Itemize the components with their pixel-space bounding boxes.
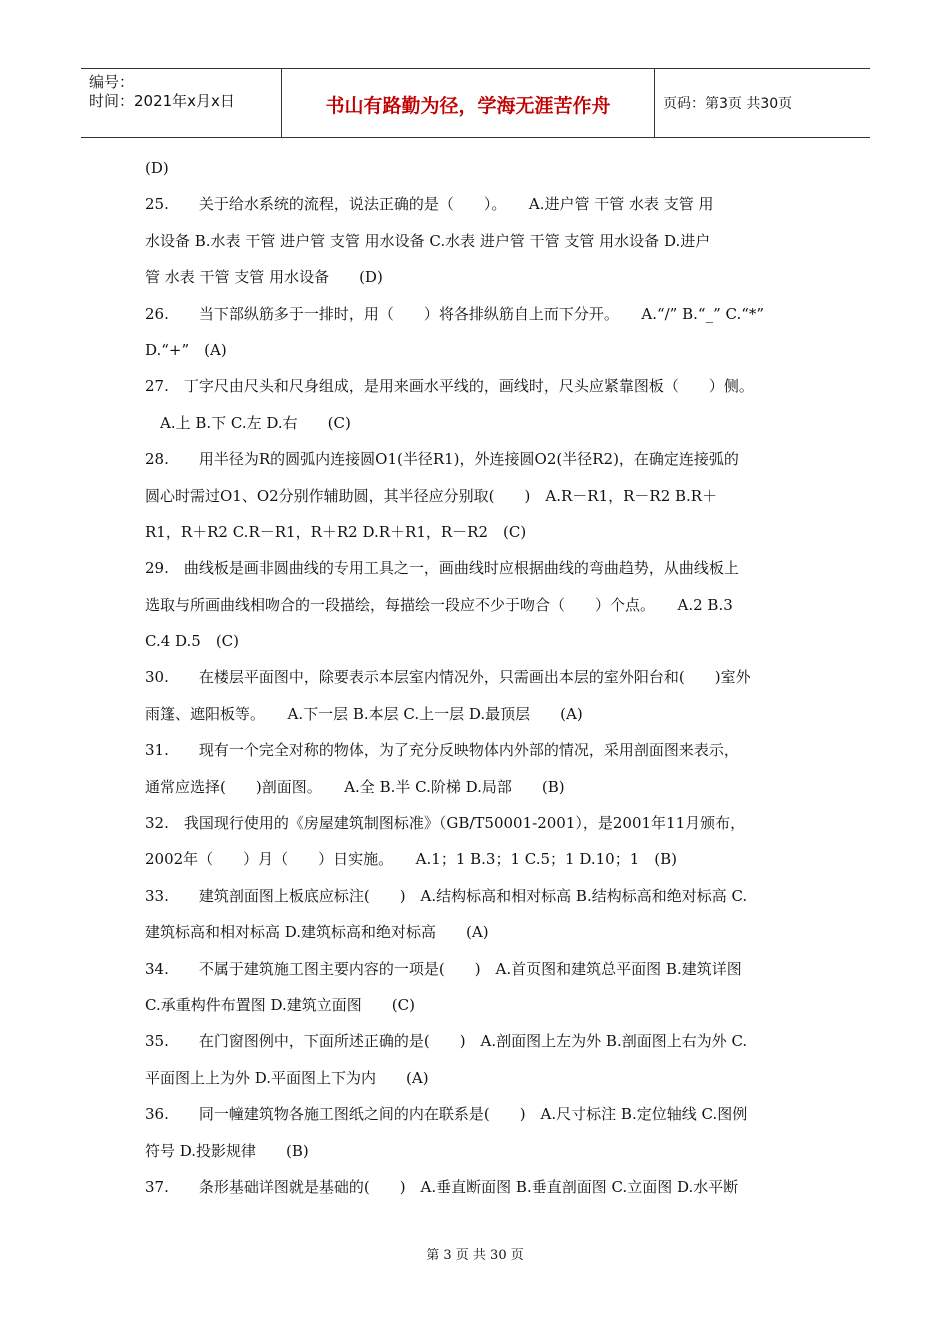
text-line: 平面图上上为外 D.平面图上下为内 (A) (145, 1068, 429, 1087)
text-line: 26. 当下部纵筋多于一排时，用（ ）将各排纵筋自上而下分开。 A.“/” B.“_” C.“*” (145, 304, 765, 323)
document-body (145, 150, 820, 1205)
text-line: 25. 关于给水系统的流程，说法正确的是（ ）。 A.进户管 干管 水表 支管 用 (145, 195, 714, 214)
header-page-code: 页码：第3页 共30页 (663, 96, 793, 112)
text-line: 27. 丁字尺由尺头和尺身组成，是用来画水平线的，画线时，尺头应紧靠图板（ ）侧。 (145, 377, 754, 396)
text-line: 建筑标高和相对标高 D.建筑标高和绝对标高 (A) (145, 923, 489, 942)
text-line: 34. 不属于建筑施工图主要内容的一项是( ) A.首页图和建筑总平面图 B.建筑详图 (145, 959, 742, 978)
text-line: C.承重构件布置图 D.建筑立面图 (C) (145, 995, 415, 1014)
text-line: 选取与所画曲线相吻合的一段描绘，每描绘一段应不少于吻合（ ）个点。 A.2 B.3 (145, 595, 733, 614)
text-line: 28. 用半径为R的圆弧内连接圆O1(半径R1)，外连接圆O2(半径R2)，在确定连接弧的 (145, 450, 739, 469)
text-line: 管 水表 干管 支管 用水设备 (D) (145, 268, 383, 287)
page-header (81, 68, 870, 138)
text-line: 2002年（ ）月（ ）日实施。 A.1；1 B.3；1 C.5；1 D.10；1 (B) (145, 850, 677, 869)
text-line: A.上 B.下 C.左 D.右 (C) (145, 413, 351, 432)
text-line: C.4 D.5 (C) (145, 632, 240, 651)
text-line: 32. 我国现行使用的《房屋建筑制图标准》（GB/T50001-2001），是2001年11月颁布， (145, 814, 746, 833)
page-footer: 第 3 页 共 30 页 (426, 1248, 524, 1263)
text-line: 35. 在门窗图例中，下面所述正确的是( ) A.剖面图上左为外 B.剖面图上右为外 C. (145, 1032, 748, 1051)
text-line: 29. 曲线板是画非圆曲线的专用工具之一，画曲线时应根据曲线的弯曲趋势，从曲线板上 (145, 559, 739, 578)
time-label: 时间：2021年x月x日 (89, 92, 235, 110)
text-line: 水设备 B.水表 干管 进户管 支管 用水设备 C.水表 进户管 干管 支管 用水设备 D.进户 (145, 231, 711, 250)
text-line: D.“+” (A) (145, 340, 227, 359)
text-line: 36. 同一幢建筑物各施工图纸之间的内在联系是( ) A.尺寸标注 B.定位轴线 C.图例 (145, 1105, 748, 1124)
text-line: 符号 D.投影规律 (B) (145, 1141, 309, 1160)
text-line: 圆心时需过O1、O2分别作辅助圆，其半径应分别取( ) A.R－R1，R－R2 B.R＋ (145, 486, 718, 505)
text-line: (D) (145, 159, 169, 177)
number-label: 编号： (89, 73, 135, 91)
text-line: 通常应选择( )剖面图。 A.全 B.半 C.阶梯 D.局部 (B) (145, 777, 565, 796)
text-line: 30. 在楼层平面图中，除要表示本层室内情况外，只需画出本层的室外阳台和( )室外 (145, 668, 751, 687)
text-line: 31. 现有一个完全对称的物体，为了充分反映物体内外部的情况，采用剖面图来表示， (145, 741, 739, 760)
header-motto: 书山有路勤为径，学海无涯苦作舟 (282, 69, 655, 137)
header-meta (81, 69, 282, 137)
text-line: 33. 建筑剖面图上板底应标注( ) A.结构标高和相对标高 B.结构标高和绝对标高 C. (145, 886, 748, 905)
text-line: 雨篷、遮阳板等。 A.下一层 B.本层 C.上一层 D.最顶层 (A) (145, 704, 583, 723)
text-line: 37. 条形基础详图就是基础的( ) A.垂直断面图 B.垂直剖面图 C.立面图 D.水平断 (145, 1177, 739, 1196)
text-line: R1，R＋R2 C.R－R1，R＋R2 D.R＋R1，R－R2 (C) (145, 522, 527, 541)
